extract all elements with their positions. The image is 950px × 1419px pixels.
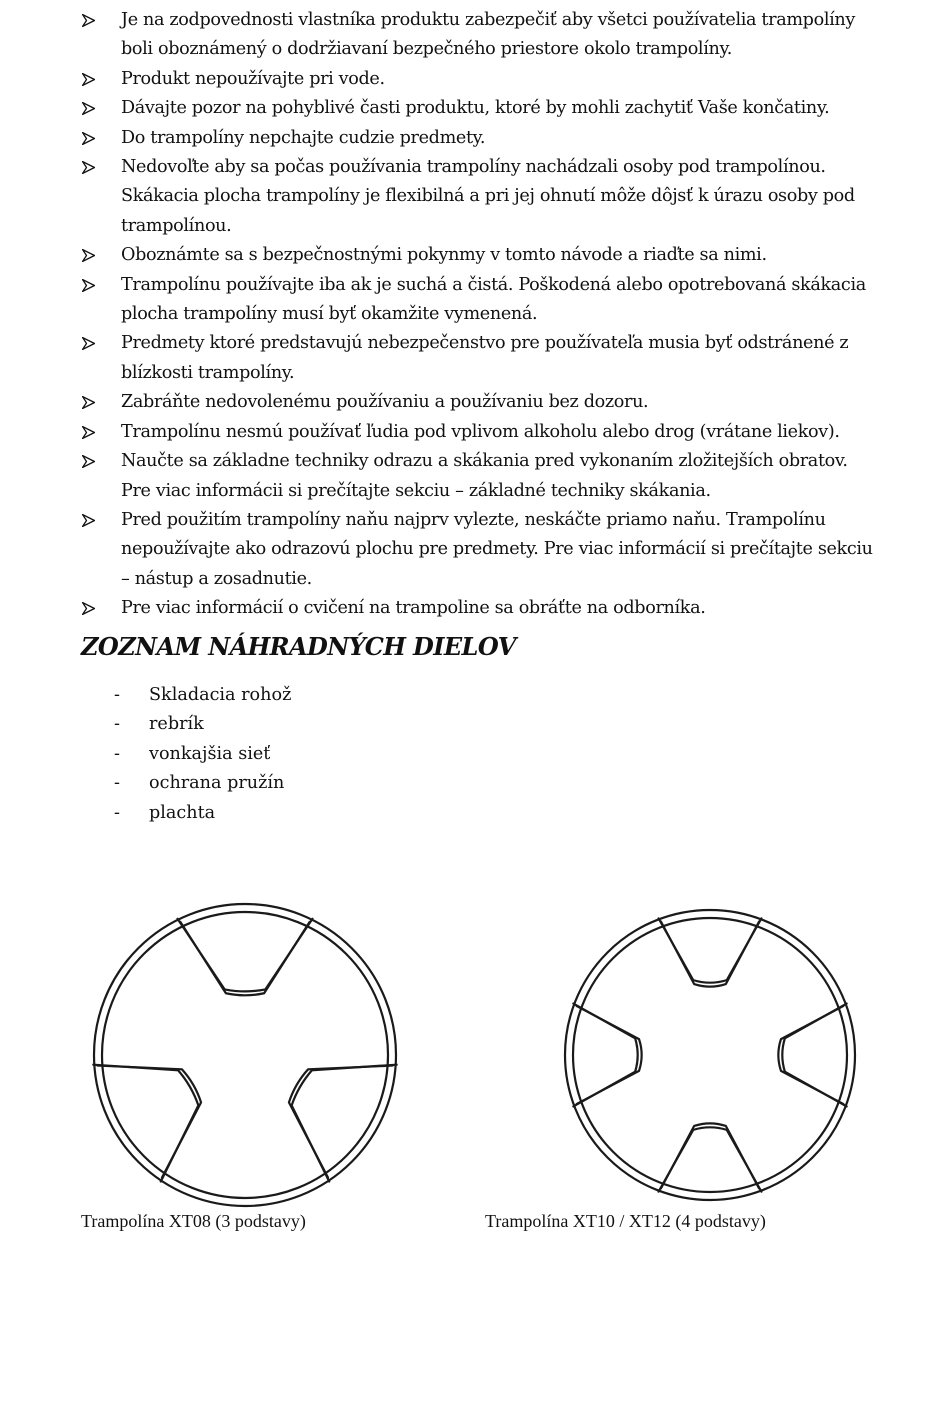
arrowhead-bullet-icon (82, 514, 95, 527)
spare-part-text: vonkajšia sieť (149, 743, 271, 764)
instruction-item (80, 388, 880, 417)
leg-frame-line (573, 1004, 637, 1107)
instruction-text: Pre viac informácií o cvičení na trampoline sa obráťte na odborníka. (121, 598, 706, 619)
trampoline-xt08-drawing (90, 900, 400, 1210)
leg-frame-line (659, 918, 762, 982)
arrowhead-bullet-icon (82, 337, 95, 350)
arrowhead-bullet-icon (82, 73, 95, 86)
instruction-text: Dávajte pozor na pohyblivé časti produktu, ktoré by mohli zachytiť Vaše končatiny. (121, 98, 830, 119)
trampoline-xt08-diagram (90, 900, 400, 1210)
outer-frame-ring (565, 910, 855, 1200)
spare-part-item (114, 769, 291, 798)
instruction-text: Je na zodpovednosti vlastníka produktu zabezpečiť aby všetci používatelia trampolíny boli oboznámený o dodržiavaní bezpečného priestore okolo trampolíny. (121, 10, 855, 60)
instruction-item (80, 65, 880, 94)
caption-xt10-xt12: Trampolína XT10 / XT12 (4 podstavy) (485, 1211, 766, 1231)
instruction-item (80, 271, 880, 330)
instruction-item (80, 153, 880, 241)
instruction-text: Do trampolíny nepchajte cudzie predmety. (121, 127, 486, 148)
arrowhead-bullet-icon (82, 279, 95, 292)
instruction-item (80, 447, 880, 506)
arrowhead-bullet-icon (82, 161, 95, 174)
instruction-text: Trampolínu používajte iba ak je suchá a čistá. Poškodená alebo opotrebovaná skákacia plocha trampolíny musí byť okamžite vymenená. (121, 274, 866, 325)
leg-frame-line (577, 1006, 642, 1104)
leg-frame-line (178, 919, 313, 992)
trampoline-xt10-xt12-diagram (561, 906, 859, 1204)
instruction-text: Nedovoľte aby sa počas používania trampolíny nachádzali osoby pod trampolínou. Skákacia plocha trampolíny je flexibilná a pri jej ohnutí môže dôjsť k úrazu osoby pod trampolínou. (121, 157, 855, 236)
instruction-item (80, 418, 880, 447)
inner-frame-ring (102, 912, 388, 1198)
instruction-item (80, 124, 880, 153)
spare-parts-heading: ZOZNAM NÁHRADNÝCH DIELOV (81, 632, 516, 661)
instruction-item (80, 241, 880, 270)
spare-parts-list (114, 681, 291, 828)
spare-part-item (114, 799, 291, 828)
leg-frame-line (661, 922, 759, 987)
instruction-item (80, 329, 880, 388)
caption-xt08: Trampolína XT08 (3 podstavy) (81, 1211, 306, 1231)
spare-part-item (114, 681, 291, 710)
arrowhead-bullet-icon (82, 602, 95, 615)
spare-part-text: ochrana pružín (149, 773, 285, 794)
instruction-text: Predmety ktoré predstavujú nebezpečenstvo pre používateľa musia byť odstránené z blízkosti trampolíny. (121, 333, 849, 383)
arrowhead-bullet-icon (82, 132, 95, 145)
instruction-item (80, 94, 880, 123)
instruction-text: Oboznámte sa s bezpečnostnými pokynmy v tomto návode a riaďte sa nimi. (121, 245, 767, 266)
arrowhead-bullet-icon (82, 455, 95, 468)
trampoline-xt10-xt12-drawing (561, 906, 859, 1204)
spare-part-item (114, 740, 291, 769)
instruction-text: Trampolínu nesmú používať ľudia pod vplivom alkoholu alebo drog (vrátane liekov). (121, 421, 840, 442)
instruction-item (80, 6, 880, 65)
spare-part-text: plachta (149, 802, 216, 823)
arrowhead-bullet-icon (82, 396, 95, 409)
arrowhead-bullet-icon (82, 102, 95, 115)
instruction-text: Produkt nepoužívajte pri vode. (121, 68, 385, 89)
instruction-text: Zabráňte nedovolenému používaniu a používaniu bez dozoru. (121, 392, 649, 413)
leg-frame-line (180, 922, 309, 995)
spare-part-text: Skladacia rohož (149, 685, 292, 705)
arrowhead-bullet-icon (82, 14, 95, 27)
safety-instructions-list (80, 6, 880, 624)
leg-frame-line (778, 1006, 843, 1104)
dash-bullet: - (114, 743, 120, 764)
instruction-item (80, 594, 880, 623)
dash-bullet: - (114, 802, 120, 823)
arrowhead-bullet-icon (82, 249, 95, 262)
dash-bullet: - (114, 773, 120, 794)
arrowhead-bullet-icon (82, 426, 95, 439)
instruction-text: Naučte sa základne techniky odrazu a skákania pred vykonaním zložitejších obratov. Pre viac informácii si prečítajte sekciu – základné techniky skákania. (121, 451, 848, 501)
instruction-text: Pred použitím trampolíny naňu najprv vylezte, neskáčte priamo naňu. Trampolínu nepoužívajte ako odrazovú plochu pre predmety. Pre viac informácií si prečítajte sekciu – nástup a zosadnutie. (121, 509, 873, 589)
leg-frame-line (782, 1004, 846, 1107)
leg-frame-line (661, 1123, 759, 1188)
dash-bullet: - (114, 685, 120, 705)
inner-frame-ring (573, 918, 847, 1192)
outer-frame-ring (94, 904, 396, 1206)
instruction-item (80, 506, 880, 594)
spare-part-item (114, 710, 291, 739)
dash-bullet: - (114, 714, 120, 735)
spare-part-text: rebrík (149, 714, 204, 735)
leg-frame-line (659, 1127, 762, 1191)
